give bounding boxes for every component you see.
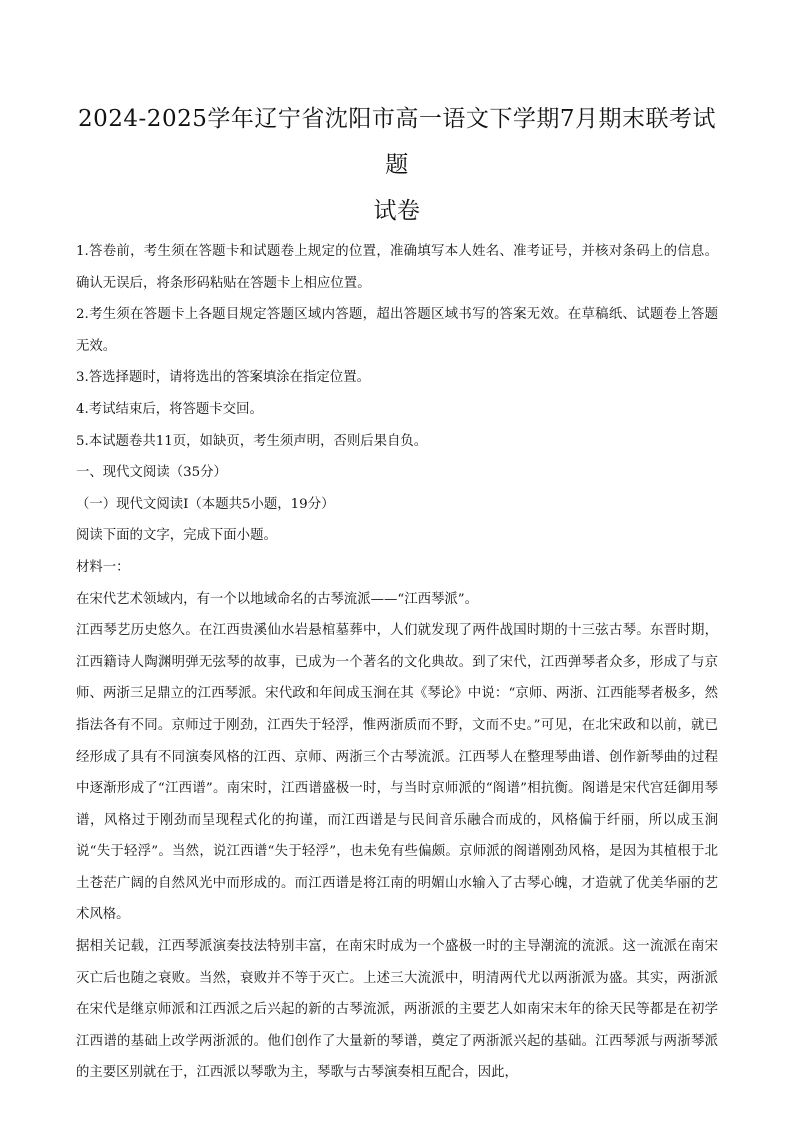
section-heading: 一、现代文阅读（35分） — [76, 465, 227, 481]
material-label: 材料一： — [76, 559, 130, 575]
instruction-5: 5.本试题卷共11页，如缺页，考生须声明，否则后果自负。 — [76, 433, 428, 449]
instruction-4: 4.考试结束后，将答题卡交回。 — [76, 401, 263, 417]
title-line-1: 2024-2025学年辽宁省沈阳市高一语文下学期7月期末联考试题 — [78, 106, 716, 178]
instruction-2: 2.考生须在答题卡上各题目规定答题区域内答题，超出答题区域书写的答案无效。在草稿纸、试题卷上答题无效。 — [76, 307, 718, 354]
document-title — [76, 96, 718, 234]
paragraph-1: 在宋代艺术领域内，有一个以地域命名的古琴流派——“江西琴派”。 — [76, 591, 479, 607]
instruction-1: 1.答卷前，考生须在答题卡和试题卷上规定的位置，准确填写本人姓名、准考证号，并核对条码上的信息。确认无误后，将条形码粘贴在答题卡上相应位置。 — [76, 244, 718, 291]
subsection-heading: （一）现代文阅读Ⅰ（本题共5小题，19分） — [76, 496, 335, 512]
paragraph-3: 据相关记载，江西琴派演奏技法特别丰富，在南宋时成为一个盛极一时的主导潮流的流派。这一流派在南宋灭亡后也随之衰败。当然，衰败并不等于灭亡。上述三大流派中，明清两代尤以两浙派为盛。其实，两浙派在宋代是继京师派和江西派之后兴起的新的古琴流派，两浙派的主要艺人如南宋末年的徐天民等都是在初学江西谱的基础上改学两浙派的。他们创作了大量新的琴谱，奠定了两浙派兴起的基础。江西琴派与两浙琴派的主要区别就在于，江西派以琴歌为主，琴歌与古琴演奏相互配合，因此， — [76, 939, 718, 1081]
instruction-3: 3.答选择题时，请将选出的答案填涂在指定位置。 — [76, 370, 370, 386]
title-line-2: 试卷 — [373, 198, 421, 224]
paragraph-2: 江西琴艺历史悠久。在江西贵溪仙水岩悬棺墓葬中，人们就发现了两件战国时期的十三弦古琴。东晋时期，江西籍诗人陶渊明弹无弦琴的故事，已成为一个著名的文化典故。到了宋代，江西弹琴者众多，形成了与京师、两浙三足鼎立的江西琴派。宋代政和年间成玉涧在其《琴论》中说：“京师、两浙、江西能琴者极多，然指法各有不同。京师过于刚劲，江西失于轻浮，惟两浙质而不野，文而不史。”可见，在北宋政和以前，就已经形成了具有不同演奏风格的江西、京师、两浙三个古琴流派。江西琴人在整理琴曲谱、创作新琴曲的过程中逐渐形成了“江西谱”。南宋时，江西谱盛极一时，与当时京师派的“阁谱”相抗衡。阁谱是宋代宫廷御用琴谱，风格过于刚劲而呈现程式化的拘谨，而江西谱是与民间音乐融合而成的，风格偏于纤丽，所以成玉涧说“失于轻浮”。当然，说江西谱“失于轻浮”，也未免有些偏颇。京师派的阁谱刚劲风格，是因为其植根于北土苍茫广阔的自然风光中而形成的。而江西谱是将江南的明媚山水输入了古琴心魄，才造就了优美华丽的艺术风格。 — [76, 623, 718, 923]
reading-prompt: 阅读下面的文字，完成下面小题。 — [76, 528, 277, 544]
document-body — [76, 236, 718, 1089]
